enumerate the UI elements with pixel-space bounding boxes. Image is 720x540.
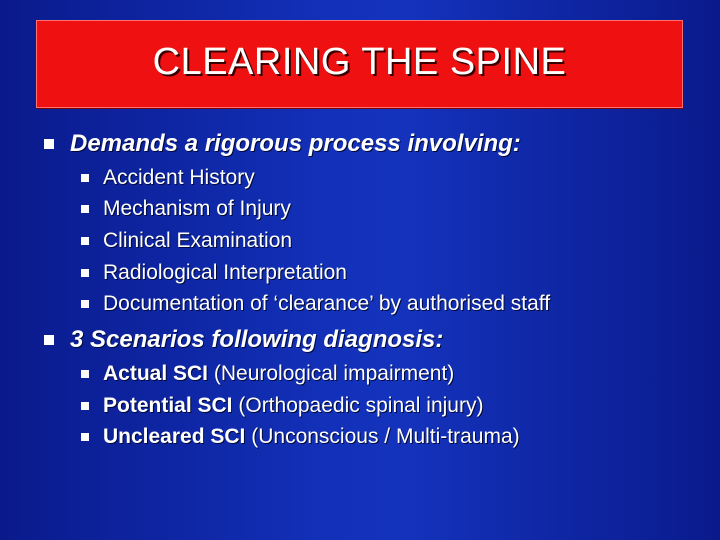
section1-heading: Demands a rigorous process involving:	[70, 130, 521, 157]
list-item	[81, 166, 255, 190]
title-banner	[36, 20, 683, 108]
list-item-text: Accident History	[103, 166, 255, 189]
slide-title: CLEARING THE SPINE	[152, 40, 567, 83]
section2-heading: 3 Scenarios following diagnosis:	[70, 326, 444, 353]
scenario-detail: (Neurological impairment)	[208, 362, 455, 385]
list-item-text: Documentation of ‘clearance’ by authorised staff	[103, 292, 551, 315]
scenario-label: Actual SCI	[103, 362, 209, 385]
list-item	[81, 292, 550, 316]
list-item-text: Radiological Interpretation	[103, 261, 347, 284]
list-item-text	[103, 394, 483, 418]
square-bullet-icon	[44, 139, 54, 149]
list-item	[81, 261, 347, 285]
square-bullet-icon	[81, 370, 89, 378]
square-bullet-icon	[81, 237, 89, 245]
scenario-detail: (Unconscious / Multi-trauma)	[245, 425, 520, 448]
list-item-text	[103, 362, 454, 386]
list-item	[81, 229, 292, 253]
square-bullet-icon	[81, 433, 89, 441]
list-item	[81, 197, 291, 221]
section1-heading-row	[44, 130, 521, 158]
square-bullet-icon	[81, 174, 89, 182]
list-item-text: Clinical Examination	[103, 229, 293, 252]
scenario-detail: (Orthopaedic spinal injury)	[232, 394, 484, 417]
list-item	[81, 362, 454, 386]
list-item	[81, 425, 520, 449]
square-bullet-icon	[81, 300, 89, 308]
scenario-label: Potential SCI	[103, 394, 233, 417]
section2-heading-row	[44, 326, 443, 354]
square-bullet-icon	[44, 335, 54, 345]
list-item-text	[103, 425, 520, 449]
list-item	[81, 394, 483, 418]
list-item-text: Mechanism of Injury	[103, 197, 291, 220]
scenario-label: Uncleared SCI	[103, 425, 246, 448]
square-bullet-icon	[81, 205, 89, 213]
square-bullet-icon	[81, 402, 89, 410]
square-bullet-icon	[81, 269, 89, 277]
